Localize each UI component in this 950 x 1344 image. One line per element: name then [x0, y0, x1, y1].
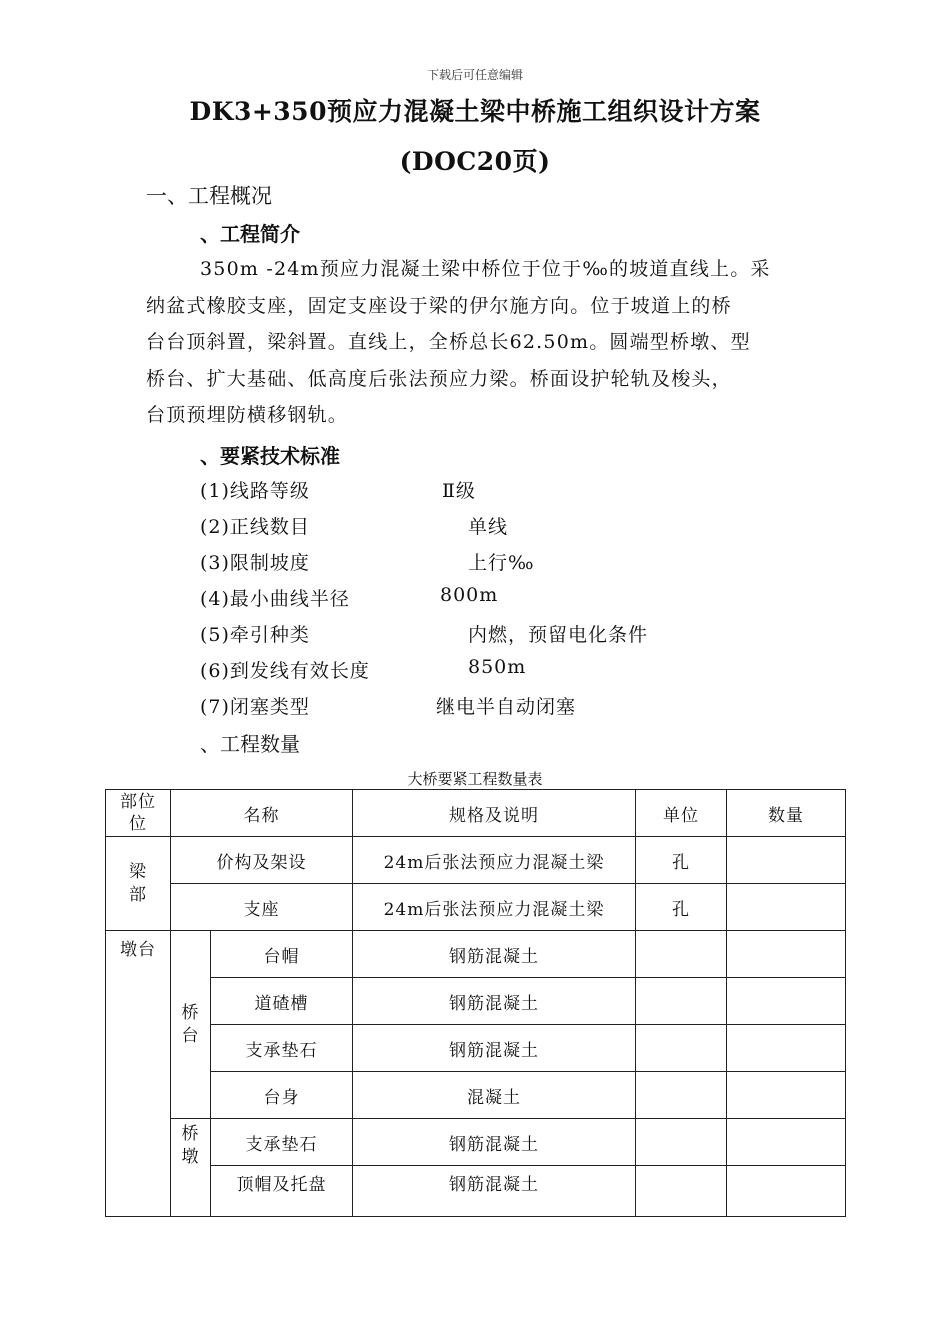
qty-cell — [727, 1025, 846, 1072]
document-title: DK3+350预应力混凝土梁中桥施工组织设计方案 — [189, 97, 761, 126]
intro-line: 台台顶斜置，梁斜置。直线上，全桥总长62.50m。圆端型桥墩、型 — [146, 331, 751, 353]
qty-cell — [727, 1166, 846, 1217]
table-row — [106, 978, 846, 1025]
standard-value: Ⅱ级 — [442, 480, 476, 502]
header-note: 下载后可任意编辑 — [426, 68, 523, 82]
unit-cell — [636, 1119, 727, 1166]
name-cell: 顶帽及托盘 — [211, 1166, 353, 1217]
spec-cell: 钢筋混凝土 — [353, 978, 636, 1025]
name-cell: 支承垫石 — [211, 1119, 353, 1166]
standard-label: (1)线路等级 — [200, 480, 310, 502]
subheading-quantities: 、工程数量 — [200, 732, 300, 756]
unit-cell — [636, 978, 727, 1025]
table-row — [106, 837, 846, 884]
table-caption: 大桥要紧工程数量表 — [407, 770, 543, 788]
standard-value: 上行‰ — [468, 552, 535, 574]
name-cell: 道碴槽 — [211, 978, 353, 1025]
name-cell: 价构及架设 — [171, 837, 353, 884]
unit-cell — [636, 1072, 727, 1119]
intro-line: 台顶预埋防横移钢轨。 — [146, 404, 349, 426]
part-cell-beam: 梁部 — [106, 837, 171, 931]
header-cell-unit: 单位 — [636, 790, 727, 837]
standard-label: (6)到发线有效长度 — [200, 660, 370, 682]
standard-row — [200, 476, 476, 503]
subheading-intro: 、工程简介 — [200, 222, 300, 246]
header-cell-spec: 规格及说明 — [353, 790, 636, 837]
standard-value: 850m — [468, 656, 527, 678]
standard-row — [200, 584, 499, 611]
document-subtitle: (DOC20页) — [399, 147, 551, 176]
name-cell: 支承垫石 — [211, 1025, 353, 1072]
standard-row — [200, 620, 649, 647]
name-cell: 台身 — [211, 1072, 353, 1119]
standard-value: 800m — [440, 584, 499, 606]
spec-cell: 24m后张法预应力混凝土梁 — [353, 837, 636, 884]
header-cell-part: 部位 位 — [106, 790, 171, 837]
intro-line: 纳盆式橡胶支座，固定支座设于梁的伊尔施方向。位于坡道上的桥 — [146, 294, 732, 317]
spec-cell: 钢筋混凝土 — [353, 1025, 636, 1072]
group-cell-abutment: 桥台 — [171, 931, 211, 1119]
qty-cell — [727, 837, 846, 884]
unit-cell — [636, 1025, 727, 1072]
intro-paragraph — [146, 251, 806, 434]
spec-cell: 钢筋混凝土 — [353, 1166, 636, 1217]
spec-cell: 24m后张法预应力混凝土梁 — [353, 884, 636, 931]
group-cell-pier: 桥墩 — [171, 1119, 211, 1217]
qty-cell — [727, 1119, 846, 1166]
standard-label: (2)正线数目 — [200, 516, 310, 538]
qty-cell — [727, 978, 846, 1025]
standard-row — [200, 512, 509, 539]
subheading-standards: 、要紧技术标准 — [200, 444, 340, 468]
standard-label: (5)牵引种类 — [200, 624, 310, 646]
quantity-table — [105, 789, 846, 1217]
header-cell-name: 名称 — [171, 790, 353, 837]
spec-cell: 混凝土 — [353, 1072, 636, 1119]
qty-cell — [727, 884, 846, 931]
table-row — [106, 931, 846, 978]
unit-cell — [636, 931, 727, 978]
standard-row — [200, 656, 527, 683]
qty-cell — [727, 1072, 846, 1119]
unit-cell: 孔 — [636, 884, 727, 931]
unit-cell — [636, 1166, 727, 1217]
spec-cell: 钢筋混凝土 — [353, 1119, 636, 1166]
table-row — [106, 1166, 846, 1217]
standard-value: 继电半自动闭塞 — [436, 696, 577, 718]
table-row — [106, 1025, 846, 1072]
table-row — [106, 1119, 846, 1166]
standard-label: (4)最小曲线半径 — [200, 588, 350, 610]
part-cell-pier: 墩台 — [106, 931, 171, 1217]
intro-line: 350m -24m预应力混凝土梁中桥位于位于‰的坡道直线上。采 — [200, 258, 771, 280]
header-cell-qty: 数量 — [727, 790, 846, 837]
table-row — [106, 1072, 846, 1119]
spec-cell: 钢筋混凝土 — [353, 931, 636, 978]
name-cell: 支座 — [171, 884, 353, 931]
intro-line: 桥台、扩大基础、低高度后张法预应力梁。桥面设护轮轨及梭头， — [146, 367, 732, 390]
standard-row — [200, 548, 535, 575]
section-heading-overview: 一、工程概况 — [146, 184, 272, 208]
standard-value: 内燃，预留电化条件 — [468, 624, 649, 646]
unit-cell: 孔 — [636, 837, 727, 884]
standard-label: (7)闭塞类型 — [200, 696, 310, 718]
table-row — [106, 884, 846, 931]
standard-value: 单线 — [468, 516, 509, 538]
standard-label: (3)限制坡度 — [200, 552, 310, 574]
standard-row — [200, 692, 577, 719]
qty-cell — [727, 931, 846, 978]
table-header-row — [106, 790, 846, 837]
name-cell: 台帽 — [211, 931, 353, 978]
